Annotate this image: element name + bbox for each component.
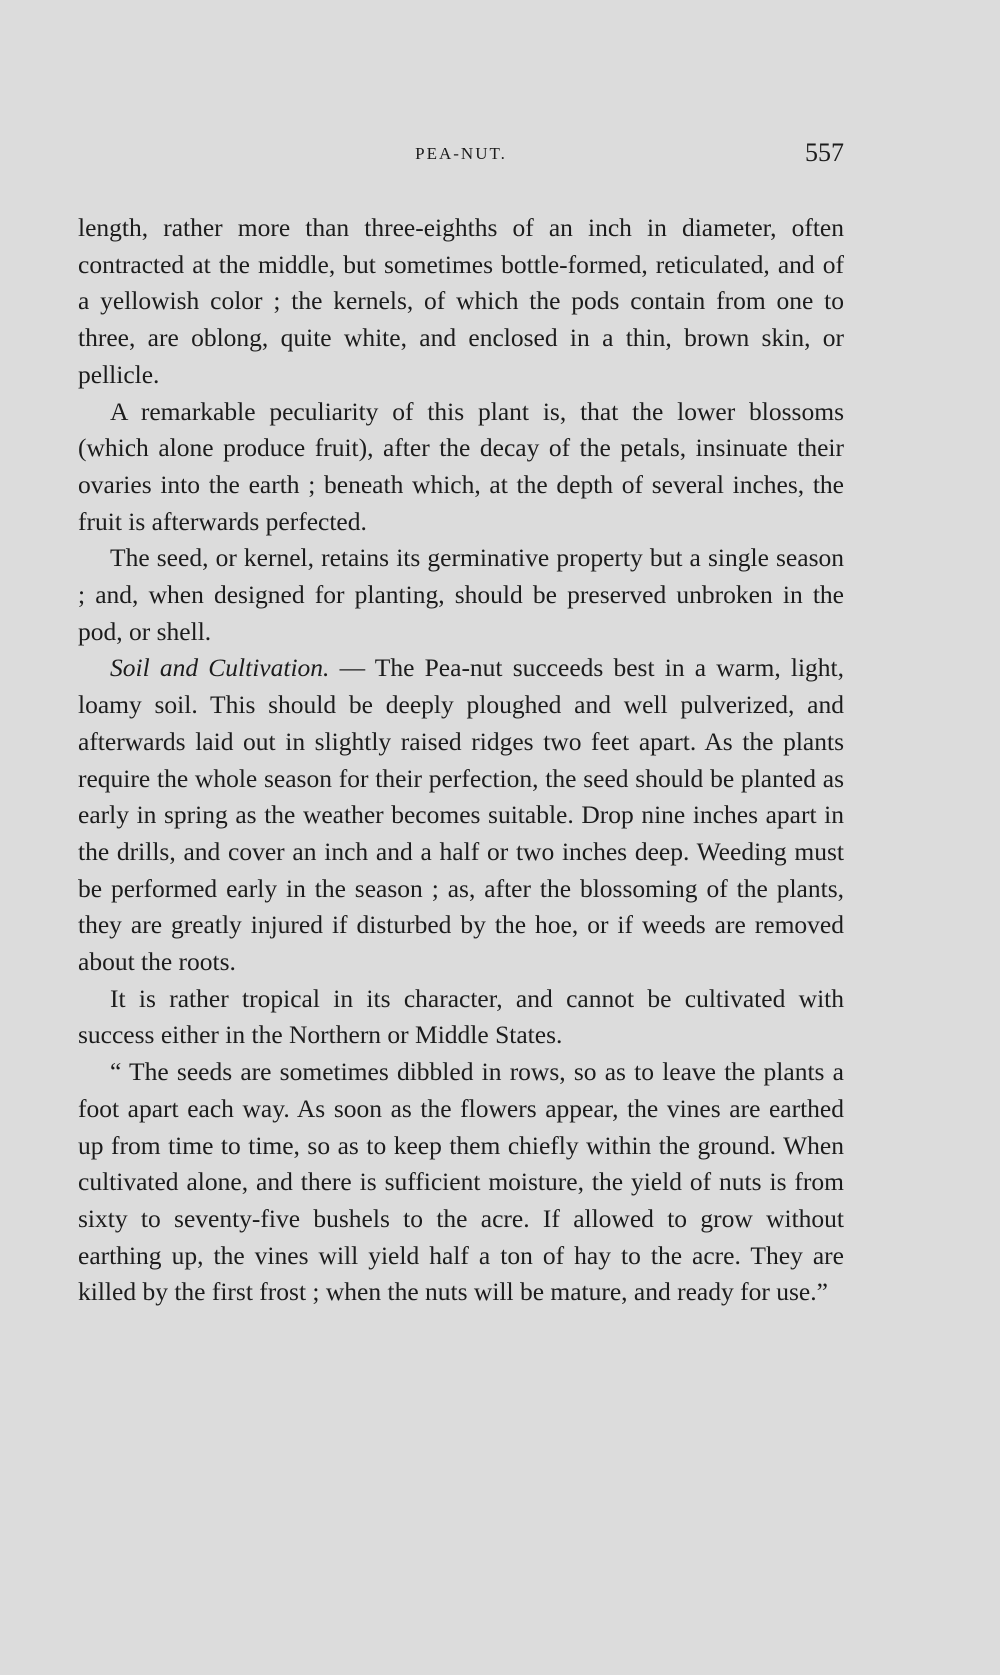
- paragraph: [78, 210, 844, 394]
- paragraph-text: A remarkable peculiarity of this plant is, that the lower blossoms (which alone produce fruit), after the decay of the petals, insinuate their ovaries into the earth ; beneath which, at the depth of several inches, the fruit is afterwards perfected.: [78, 396, 844, 536]
- running-head: [78, 138, 844, 178]
- paragraph-text: It is rather tropical in its character, and cannot be cultivated with success either in the Northern or Middle States.: [78, 983, 844, 1050]
- page-number: 557: [805, 138, 844, 167]
- paragraph: [78, 981, 844, 1054]
- running-title: PEA-NUT.: [415, 144, 507, 163]
- paragraph-text: “ The seeds are sometimes dibbled in rows, so as to leave the plants a foot apart each way. As soon as the flowers appear, the vines are earthed up from time to time, so as to keep them chiefly within the ground. When cultivated alone, and there is sufficient moisture, the yield of nuts is from sixty to seventy-five bushels to the acre. If allowed to grow without earthing up, the vines will yield half a ton of hay to the acre. They are killed by the first frost ; when the nuts will be mature, and ready for use.”: [78, 1057, 844, 1307]
- section-heading-italic: Soil and Cultivation.: [110, 653, 330, 683]
- paragraph-text: — The Pea-nut succeeds best in a warm, light, loamy soil. This should be deeply ploughed and well pulverized, and afterwards laid out in slightly raised ridges two feet apart. As the plants require the whole season for their perfection, the seed should be planted as early in spring as the weather becomes suitable. Drop nine inches apart in the drills, and cover an inch and a half or two inches deep. Weeding must be performed early in the season ; as, after the blossoming of the plants, they are greatly injured if disturbed by the hoe, or if weeds are removed about the roots.: [78, 653, 844, 977]
- paragraph-text: length, rather more than three-eighths of an inch in diameter, often contracted at the middle, but sometimes bottle-formed, reticulated, and of a yellowish color ; the kernels, of which the pods contain from one to three, are oblong, quite white, and enclosed in a thin, brown skin, or pellicle.: [78, 213, 844, 389]
- body-text: [78, 210, 844, 1311]
- paragraph: [78, 540, 844, 650]
- paragraph: [78, 650, 844, 980]
- paragraph-text: The seed, or kernel, retains its germinative property but a single season ; and, when designed for planting, should be preserved unbroken in the pod, or shell.: [78, 543, 844, 646]
- paragraph: [78, 1054, 844, 1311]
- paragraph: [78, 394, 844, 541]
